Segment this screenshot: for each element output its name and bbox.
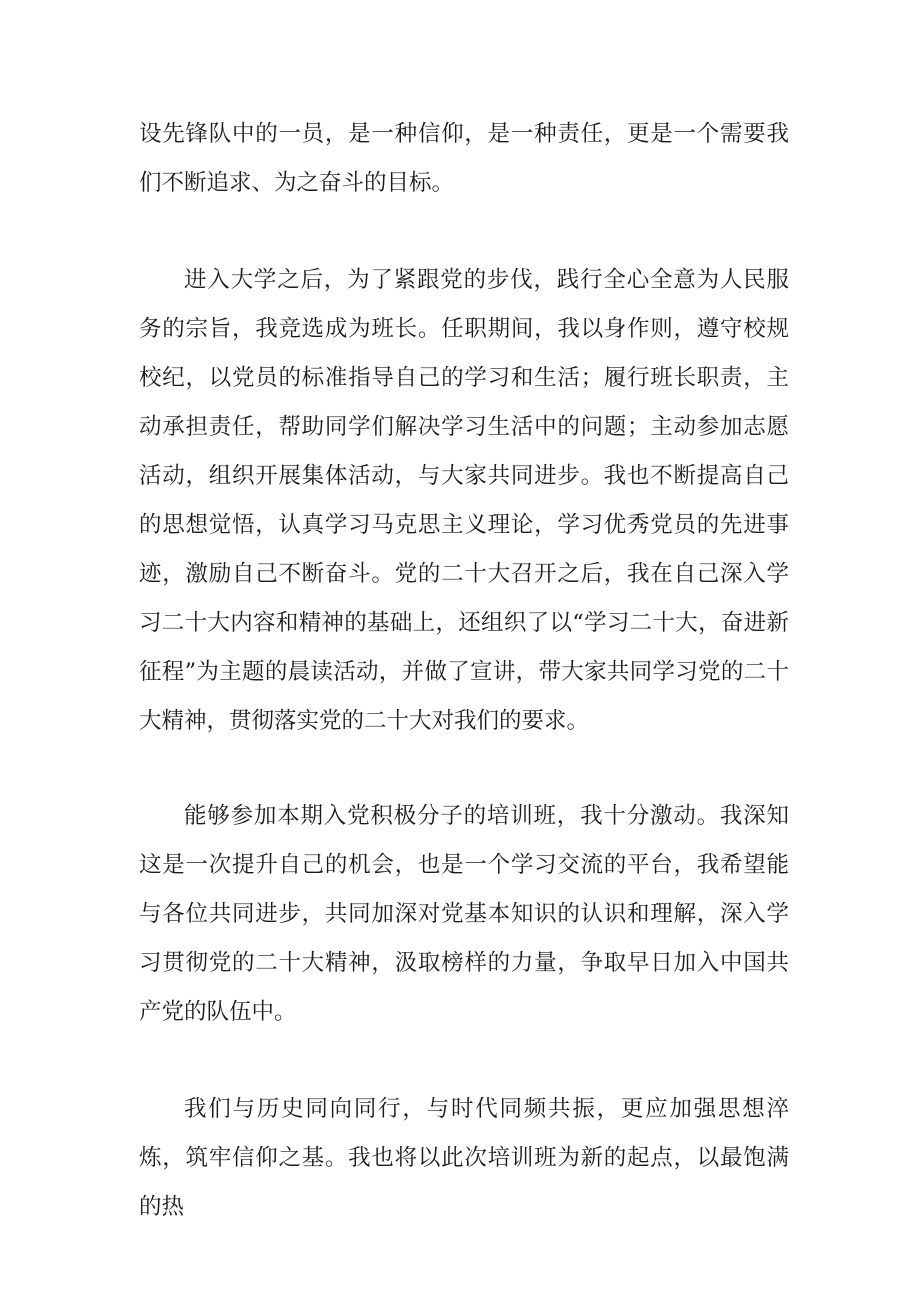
paragraph-university-experience: 进入大学之后，为了紧跟党的步伐，践行全心全意为人民服务的宗旨，我竞选成为班长。任职期间，我以身作则，遵守校规校纪，以党员的标准指导自己的学习和生活；履行班长职责，主动承担责任，帮助同学们解决学习生活中的问题；主动参加志愿活动，组织开展集体活动，与大家共同进步。我也不断提高自己的思想觉悟，认真学习马克思主义理论，学习优秀党员的先进事迹，激励自己不断奋斗。党的二十大召开之后，我在自己深入学习二十大内容和精神的基础上，还组织了以“学习二十大，奋进新征程”为主题的晨读活动，并做了宣讲，带大家共同学习党的二十大精神，贯彻落实党的二十大对我们的要求。 — [139, 267, 789, 734]
paragraph-conclusion: 我们与历史同向同行，与时代同频共振，更应加强思想淬炼，筑牢信仰之基。我也将以此次培训班为新的起点，以最饱满的热 — [139, 1096, 789, 1220]
paragraph-continuation: 设先锋队中的一员，是一种信仰，是一种责任，更是一个需要我们不断追求、为之奋斗的目标。 — [139, 121, 789, 196]
paragraph-training-class: 能够参加本期入党积极分子的培训班，我十分激动。我深知这是一次提升自己的机会，也是一个学习交流的平台，我希望能与各位共同进步，共同加深对党基本知识的认识和理解，深入学习贯彻党的二十大精神，汲取榜样的力量，争取早日加入中国共产党的队伍中。 — [139, 803, 789, 1025]
